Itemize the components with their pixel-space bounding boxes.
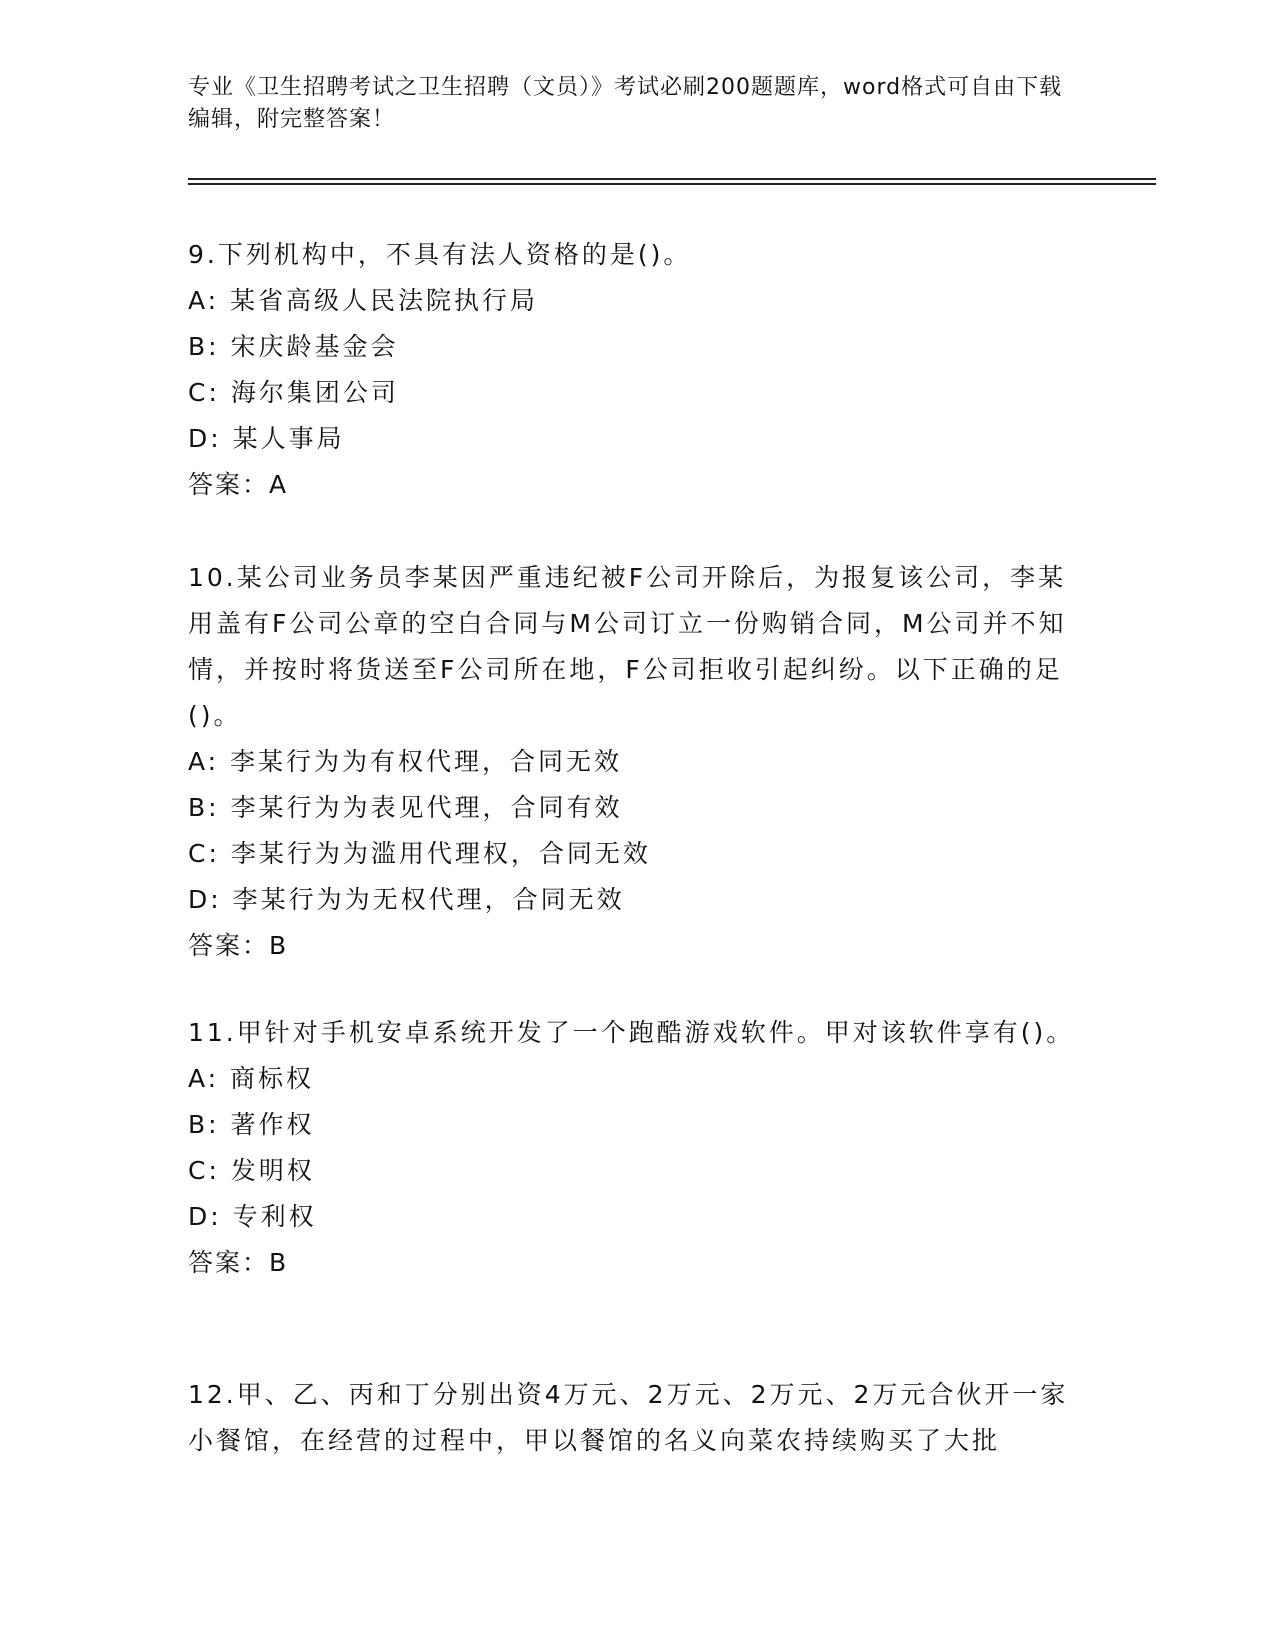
question-stem: 12.甲、乙、丙和丁分别出资4万元、2万元、2万元、2万元合伙开一家小餐馆，在经营的过程中，甲以餐馆的名义向菜农持续购买了大批 [188, 1380, 1069, 1455]
header-divider-top [188, 178, 1156, 180]
document-header: 专业《卫生招聘考试之卫生招聘（文员）》考试必刷200题题库，word格式可自由下载编辑，附完整答案！ [188, 75, 1063, 132]
option-b: B: 宋庆龄基金会 [188, 332, 399, 361]
answer-label: 答案： [188, 470, 270, 499]
option-d: D: 李某行为为无权代理，合同无效 [188, 885, 625, 914]
option-a: A: 李某行为为有权代理，合同无效 [188, 747, 623, 776]
question-10 [188, 555, 1088, 969]
answer-label: 答案： [188, 1248, 270, 1277]
answer-value: A [269, 470, 290, 499]
option-b: B: 李某行为为表见代理，合同有效 [188, 793, 623, 822]
option-c: C: 发明权 [188, 1156, 315, 1185]
question-9 [188, 232, 1088, 508]
answer-value: B [269, 931, 290, 960]
question-11 [188, 1010, 1088, 1286]
answer-label: 答案： [188, 931, 270, 960]
question-stem: 10.某公司业务员李某因严重违纪被F公司开除后，为报复该公司，李某用盖有F公司公章的空白合同与M公司订立一份购销合同，M公司并不知情，并按时将货送至F公司所在地，F公司拒收引起纠纷。以下正确的足()。 [188, 563, 1067, 730]
answer-line [188, 462, 1088, 508]
option-c: C: 李某行为为滥用代理权，合同无效 [188, 839, 651, 868]
option-d: D: 专利权 [188, 1202, 317, 1231]
option-b: B: 著作权 [188, 1110, 315, 1139]
question-12 [188, 1372, 1088, 1464]
answer-line [188, 923, 1088, 969]
answer-value: B [269, 1248, 290, 1277]
header-divider-bottom [188, 183, 1156, 185]
option-c: C: 海尔集团公司 [188, 378, 399, 407]
question-stem: 11.甲针对手机安卓系统开发了一个跑酷游戏软件。甲对该软件享有()。 [188, 1018, 1075, 1047]
answer-line [188, 1240, 1088, 1286]
question-stem: 9.下列机构中，不具有法人资格的是()。 [188, 240, 692, 269]
option-a: A: 某省高级人民法院执行局 [188, 286, 539, 315]
option-a: A: 商标权 [188, 1064, 315, 1093]
option-d: D: 某人事局 [188, 424, 345, 453]
